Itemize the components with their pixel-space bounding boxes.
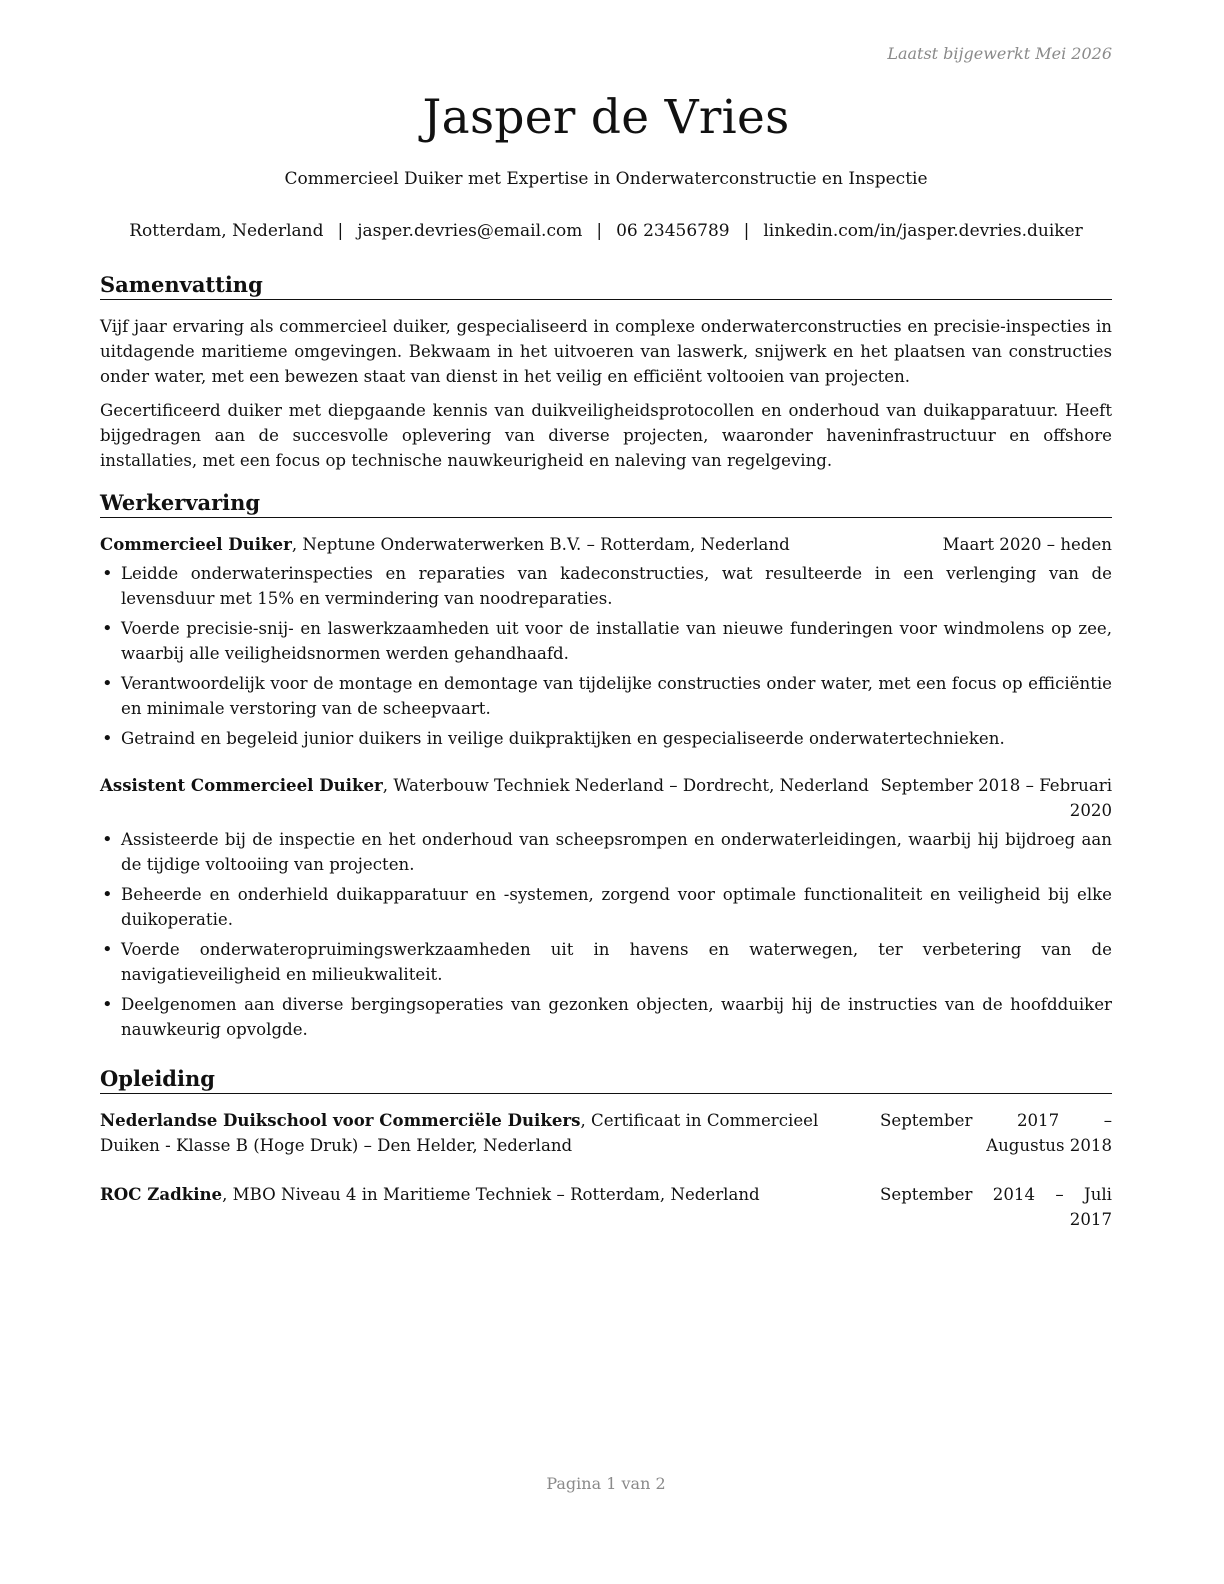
education-dates: September 2017 – Augustus 2018 bbox=[880, 1111, 1112, 1155]
contact-separator: | bbox=[743, 221, 750, 241]
candidate-name: Jasper de Vries bbox=[422, 90, 790, 145]
education-title-line bbox=[100, 1182, 880, 1207]
experience-section bbox=[100, 489, 1112, 1047]
job-header bbox=[100, 773, 1112, 823]
job-bullet: • Assisteerde bij de inspectie en het onderhoud van scheepsrompen en onderwaterleidingen, waarbij hij bijdroeg aan de tijdige voltooiing van projecten. bbox=[100, 827, 1112, 877]
contact-email[interactable]: jasper.devries@email.com bbox=[357, 221, 583, 241]
job-role: Commercieel Duiker bbox=[100, 534, 292, 554]
education-detail: , MBO Niveau 4 in Maritieme Techniek – Rotterdam, Nederland bbox=[222, 1185, 760, 1204]
last-updated-note: Laatst bijgewerkt Mei 2026 bbox=[887, 44, 1112, 63]
job-entry bbox=[100, 532, 1112, 751]
job-title-line bbox=[100, 532, 943, 557]
education-section bbox=[100, 1065, 1112, 1232]
education-header bbox=[100, 1182, 1112, 1232]
headline: Commercieel Duiker met Expertise in Onderwaterconstructie en Inspectie bbox=[284, 169, 928, 189]
summary-paragraph: Gecertificeerd duiker met diepgaande kennis van duikveiligheidsprotocollen en onderhoud van duikapparatuur. Heeft bijgedragen aan de succesvolle oplevering van diverse projecten, waaronder haveninfrastructuur en offshore installaties, met een focus op technische nauwkeurigheid en naleving van regelgeving. bbox=[100, 401, 1112, 470]
job-header bbox=[100, 532, 1112, 557]
job-title-line bbox=[100, 773, 874, 798]
contact-separator: | bbox=[337, 221, 344, 241]
job-bullet: • Beheerde en onderhield duikapparatuur en -systemen, zorgend voor optimale functionaliteit en veiligheid bij elke duikoperatie. bbox=[100, 882, 1112, 932]
job-company: , Waterbouw Techniek Nederland – Dordrecht, Nederland bbox=[382, 776, 869, 795]
education-entry bbox=[100, 1108, 1112, 1158]
contact-location: Rotterdam, Nederland bbox=[129, 221, 324, 241]
contact-line bbox=[100, 219, 1112, 243]
job-bullet-list bbox=[100, 561, 1112, 751]
job-bullet: • Leidde onderwaterinspecties en reparaties van kadeconstructies, wat resulteerde in een verlenging van de levensduur met 15% en vermindering van noodreparaties. bbox=[100, 561, 1112, 611]
section-title-education: Opleiding bbox=[100, 1065, 1112, 1094]
education-school: ROC Zadkine bbox=[100, 1184, 223, 1204]
section-title-experience: Werkervaring bbox=[100, 489, 1112, 518]
job-bullet: • Voerde onderwateropruimingswerkzaamheden uit in havens en waterwegen, ter verbetering van de navigatieveiligheid en milieukwaliteit. bbox=[100, 937, 1112, 987]
contact-linkedin[interactable]: linkedin.com/in/jasper.devries.duiker bbox=[763, 221, 1083, 241]
education-header bbox=[100, 1108, 1112, 1158]
education-detail: , Certificaat in Commercieel Duiken - Klasse B (Hoge Druk) – Den Helder, Nederland bbox=[100, 1111, 819, 1155]
job-entry bbox=[100, 773, 1112, 1042]
job-bullet: • Verantwoordelijk voor de montage en demontage van tijdelijke constructies onder water, met een focus op efficiëntie en minimale verstoring van de scheepvaart. bbox=[100, 671, 1112, 721]
summary-paragraph: Vijf jaar ervaring als commercieel duiker, gespecialiseerd in complexe onderwaterconstructies en precisie-inspecties in uitdagende maritieme omgevingen. Bekwaam in het uitvoeren van laswerk, snijwerk en het plaatsen van constructies onder water, met een bewezen staat van dienst in het veilig en efficiënt voltooien van projecten. bbox=[100, 317, 1112, 386]
job-role: Assistent Commercieel Duiker bbox=[100, 775, 383, 795]
job-bullet-list bbox=[100, 827, 1112, 1042]
job-bullet: • Deelgenomen aan diverse bergingsoperaties van gezonken objecten, waarbij hij de instructies van de hoofdduiker nauwkeurig opvolgde. bbox=[100, 992, 1112, 1042]
section-title-summary: Samenvatting bbox=[100, 271, 1112, 300]
job-dates: Maart 2020 – heden bbox=[942, 535, 1112, 554]
job-bullet: • Voerde precisie-snij- en laswerkzaamheden uit voor de installatie van nieuwe funderingen voor windmolens op zee, waarbij alle veiligheidsnormen werden gehandhaafd. bbox=[100, 616, 1112, 666]
page-number: Pagina 1 van 2 bbox=[546, 1474, 666, 1493]
education-title-line bbox=[100, 1108, 880, 1158]
job-bullet: • Getraind en begeleid junior duikers in veilige duikpraktijken en gespecialiseerde onderwatertechnieken. bbox=[100, 726, 1112, 751]
education-school: Nederlandse Duikschool voor Commerciële Duikers bbox=[100, 1110, 581, 1130]
job-dates: September 2018 – Februari 2020 bbox=[880, 776, 1112, 820]
contact-phone[interactable]: 06 23456789 bbox=[616, 221, 730, 241]
education-dates: September 2014 – Juli 2017 bbox=[880, 1185, 1112, 1229]
job-company: , Neptune Onderwaterwerken B.V. – Rotterdam, Nederland bbox=[291, 535, 790, 554]
resume-page bbox=[100, 0, 1112, 1584]
education-entry bbox=[100, 1182, 1112, 1232]
summary-section bbox=[100, 271, 1112, 473]
contact-separator: | bbox=[596, 221, 603, 241]
